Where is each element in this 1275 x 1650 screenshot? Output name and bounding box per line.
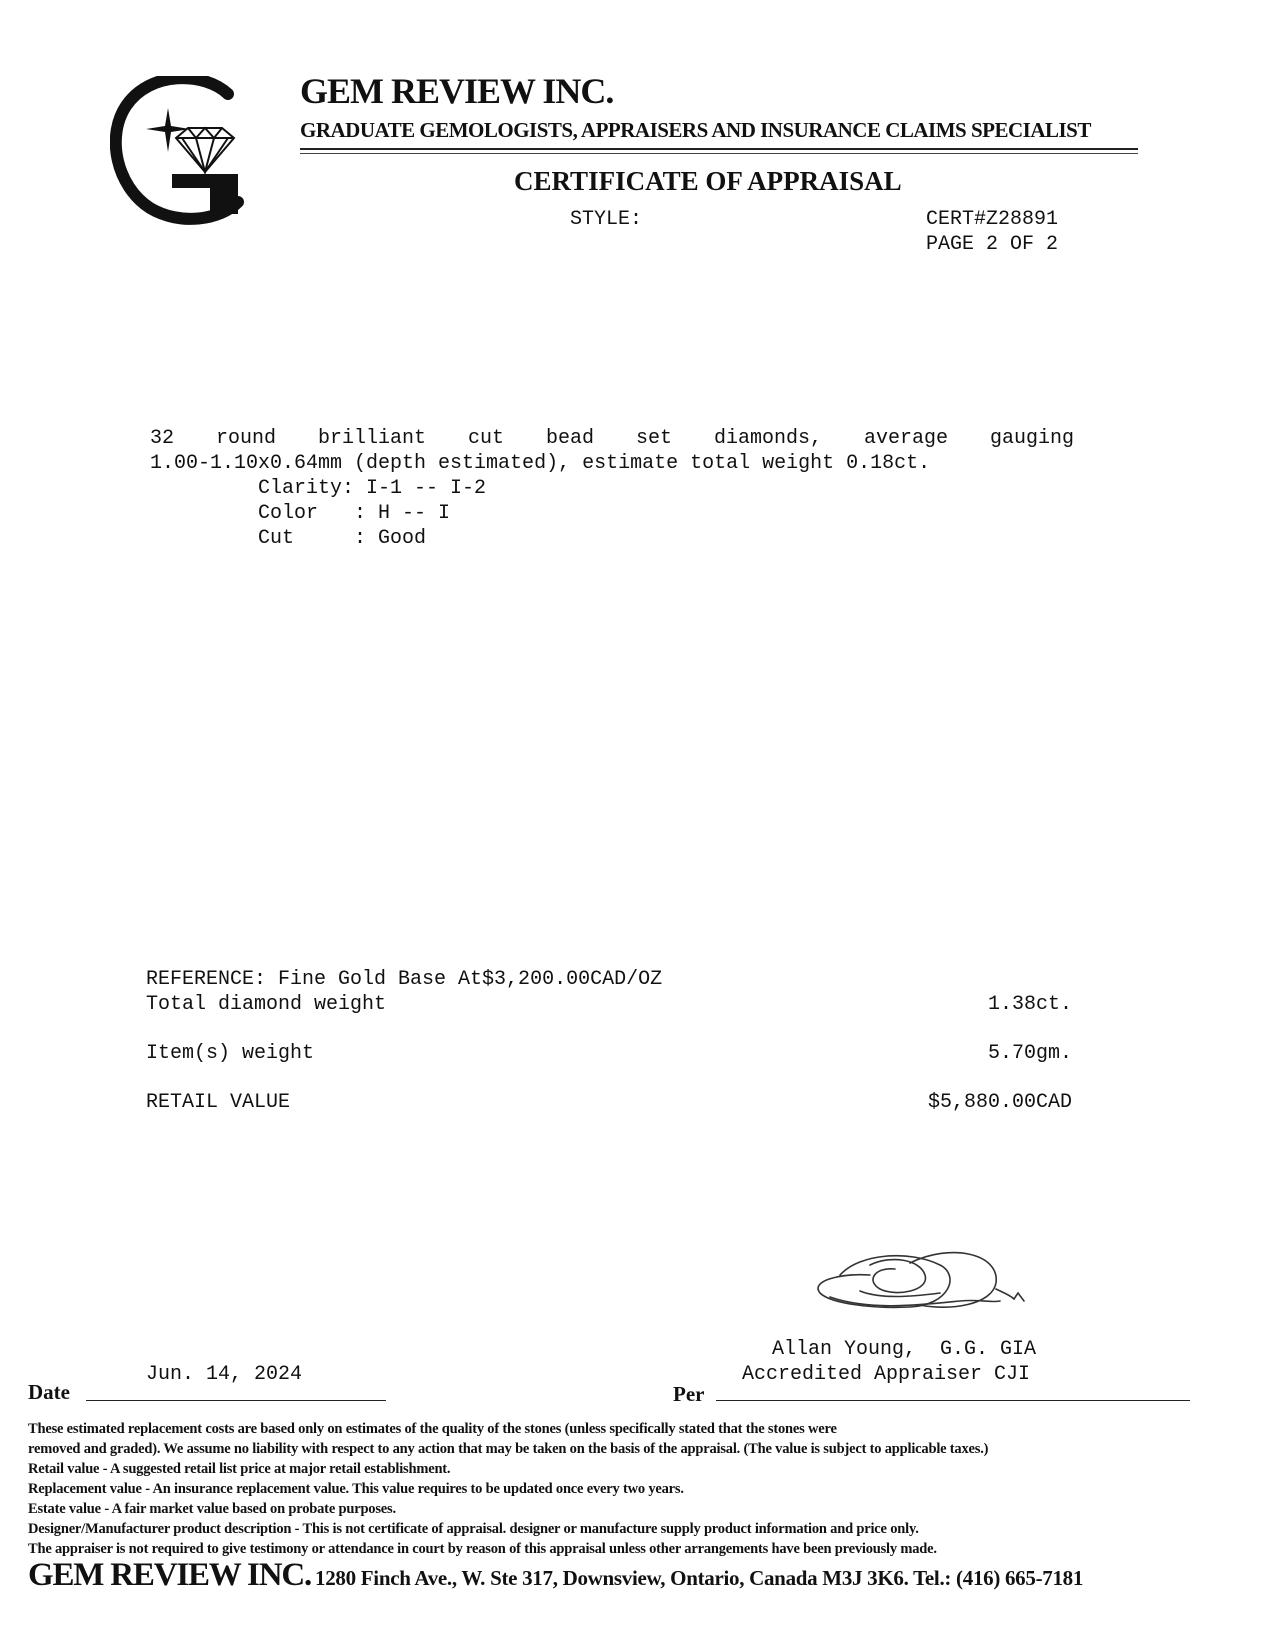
disclaimer-line: The appraiser is not required to give testimony or attendance in court by reason of this appraisal unless other arrangements have been previously made. (28, 1541, 937, 1557)
certificate-number: CERT#Z28891 (926, 208, 1059, 231)
page-number: PAGE 2 OF 2 (926, 233, 1059, 256)
footer (28, 1557, 1083, 1594)
disclaimer-line: These estimated replacement costs are based only on estimates of the quality of the stones (unless specifically stated that the stones were (28, 1421, 837, 1437)
header-divider-thin (300, 153, 1138, 154)
disclaimer-line: Estate value - A fair market value based on probate purposes. (28, 1501, 396, 1517)
company-name: GEM REVIEW INC. (300, 71, 614, 111)
gold-reference: REFERENCE: Fine Gold Base At$3,200.00CAD/OZ (146, 968, 663, 991)
certificate-title: CERTIFICATE OF APPRAISAL (514, 166, 902, 196)
per-label: Per (673, 1382, 705, 1406)
gem-review-logo-icon (110, 76, 250, 226)
appraiser-name: Allan Young, G.G. GIA (772, 1338, 1037, 1361)
items-weight-value: 5.70gm. (987, 1042, 1072, 1065)
description-line-2: 1.00-1.10x0.64mm (depth estimated), estimate total weight 0.18ct. (150, 452, 931, 475)
appraiser-title: Accredited Appraiser CJI (742, 1363, 1031, 1386)
disclaimer-line: removed and graded). We assume no liability with respect to any action that may be taken on the basis of the appraisal. (The value is subject to applicable taxes.) (28, 1441, 989, 1457)
cut-grade: Cut : Good (258, 527, 427, 550)
date-signature-line (86, 1400, 386, 1401)
clarity-grade: Clarity: I-1 -- I-2 (258, 477, 487, 500)
disclaimer-line: Designer/Manufacturer product description - This is not certificate of appraisal. designer or manufacture supply product information and price only. (28, 1521, 919, 1537)
disclaimer-line: Replacement value - An insurance replacement value. This value requires to be updated once every two years. (28, 1481, 684, 1497)
handwritten-signature-icon (800, 1245, 1030, 1335)
description-line-1: 32 round brilliant cut bead set diamonds, average gauging (150, 427, 1074, 450)
color-grade: Color : H -- I (258, 502, 451, 525)
style-label: STYLE: (570, 208, 643, 231)
company-tagline: GRADUATE GEMOLOGISTS, APPRAISERS AND INSURANCE CLAIMS SPECIALIST (300, 118, 1091, 142)
date-label: Date (28, 1380, 70, 1404)
disclaimer-line: Retail value - A suggested retail list price at major retail establishment. (28, 1461, 451, 1477)
appraisal-date: Jun. 14, 2024 (146, 1363, 303, 1386)
total-diamond-weight-value: 1.38ct. (987, 993, 1072, 1016)
header-divider (300, 148, 1138, 150)
items-weight-label: Item(s) weight (146, 1042, 315, 1065)
footer-company-name: GEM REVIEW INC. (28, 1557, 312, 1593)
per-signature-line (716, 1400, 1190, 1401)
footer-address: 1280 Finch Ave., W. Ste 317, Downsview, Ontario, Canada M3J 3K6. Tel.: (416) 665-7181 (315, 1566, 1084, 1590)
total-diamond-weight-label: Total diamond weight (146, 993, 387, 1016)
retail-value-amount: $5,880.00CAD (927, 1091, 1072, 1114)
retail-value-label: RETAIL VALUE (146, 1091, 291, 1114)
